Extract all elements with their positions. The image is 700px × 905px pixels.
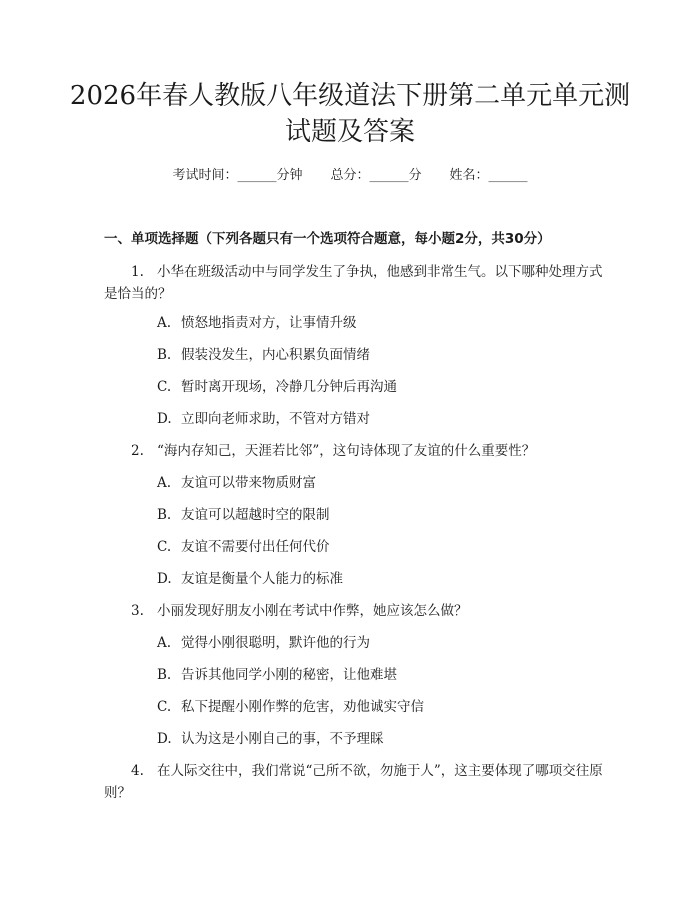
exam-time-field: 考试时间：______分钟 xyxy=(172,168,303,183)
option-text: 友谊可以带来物质财富 xyxy=(181,475,316,491)
question-text: 小华在班级活动中与同学发生了争执，他感到非常生气。以下哪种处理方式是恰当的？ xyxy=(104,264,603,302)
section-heading: 一、单项选择题（下列各题只有一个选项符合题意，每小题2分，共30分） xyxy=(104,231,551,247)
option-letter: D. xyxy=(157,571,172,587)
option-text: 立即向老师求助，不管对方错对 xyxy=(181,411,370,427)
exam-meta xyxy=(0,166,700,186)
question-text: 在人际交往中，我们常说“己所不欲，勿施于人”，这主要体现了哪项交往原则？ xyxy=(104,763,603,801)
name-field: 姓名：______ xyxy=(449,168,528,183)
option-text: 觉得小刚很聪明，默许他的行为 xyxy=(181,635,370,651)
option-letter: B. xyxy=(157,507,172,523)
question-number: 2. xyxy=(131,443,144,459)
question-number: 3. xyxy=(131,603,144,619)
option-letter: C. xyxy=(157,699,172,715)
question-3-option-d xyxy=(157,728,384,750)
question-2-option-d xyxy=(157,568,343,590)
option-text: 愤怒地指责对方，让事情升级 xyxy=(181,315,357,331)
option-text: 暂时离开现场，冷静几分钟后再沟通 xyxy=(181,379,397,395)
option-letter: C. xyxy=(157,539,172,555)
question-3-option-a xyxy=(157,632,370,654)
question-1-option-d xyxy=(157,408,370,430)
question-number: 1. xyxy=(131,264,144,280)
option-letter: B. xyxy=(157,667,172,683)
option-text: 告诉其他同学小刚的秘密，让他难堪 xyxy=(181,667,397,683)
option-text: 友谊可以超越时空的限制 xyxy=(181,507,330,523)
question-3-option-b xyxy=(157,664,397,686)
question-1-option-c xyxy=(157,376,397,398)
question-number: 4. xyxy=(131,763,144,779)
question-2-option-b xyxy=(157,504,330,526)
document-title: 2026年春人教版八年级道法下册第二单元单元测试题及答案 xyxy=(69,81,631,147)
option-letter: B. xyxy=(157,347,172,363)
option-text: 私下提醒小刚作弊的危害，劝他诚实守信 xyxy=(181,699,424,715)
question-3 xyxy=(104,600,604,622)
option-text: 友谊是衡量个人能力的标准 xyxy=(181,571,343,587)
option-letter: C. xyxy=(157,379,172,395)
total-score-field: 总分：______分 xyxy=(330,168,422,183)
option-text: 友谊不需要付出任何代价 xyxy=(181,539,330,555)
question-3-option-c xyxy=(157,696,424,718)
question-text: “海内存知己，天涯若比邻”，这句诗体现了友谊的什么重要性？ xyxy=(157,443,536,459)
option-letter: D. xyxy=(157,731,172,747)
option-text: 认为这是小刚自己的事，不予理睬 xyxy=(181,731,384,747)
question-text: 小丽发现好朋友小刚在考试中作弊，她应该怎么做？ xyxy=(157,603,468,619)
question-1-option-b xyxy=(157,344,370,366)
question-2-option-a xyxy=(157,472,316,494)
question-2-option-c xyxy=(157,536,330,558)
question-4 xyxy=(104,760,604,804)
question-2 xyxy=(104,440,604,462)
option-letter: A. xyxy=(157,475,172,491)
question-1 xyxy=(104,261,604,305)
question-1-option-a xyxy=(157,312,357,334)
option-letter: D. xyxy=(157,411,172,427)
option-letter: A. xyxy=(157,635,172,651)
option-letter: A. xyxy=(157,315,172,331)
option-text: 假装没发生，内心积累负面情绪 xyxy=(181,347,370,363)
